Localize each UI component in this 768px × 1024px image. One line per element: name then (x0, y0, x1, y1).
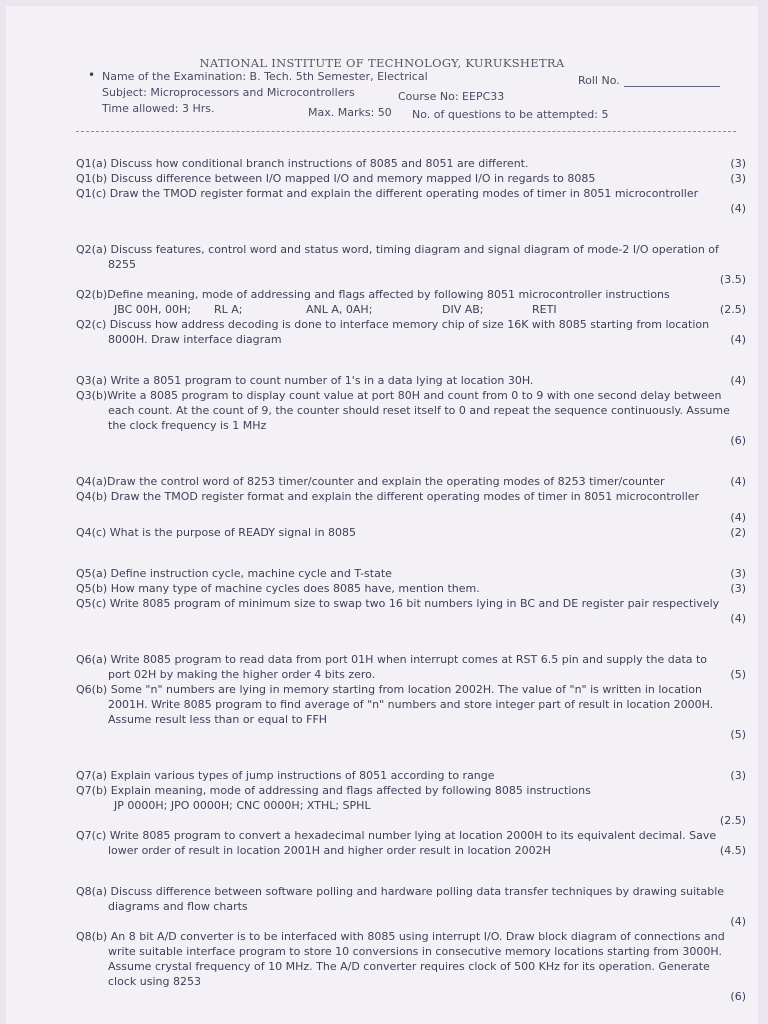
q2c-line1: Q2(c) Discuss how address decoding is done to interface memory chip of size 16K with 8085 starting from location (76, 318, 710, 331)
q1c-text: Q1(c) Draw the TMOD register format and explain the different operating modes of timer in 8051 microcontroller (76, 187, 699, 200)
q2a-line2: 8255 (108, 258, 136, 271)
q7b-instructions: JP 0000H; JPO 0000H; CNC 0000H; XTHL; SPHL (114, 799, 371, 812)
question-3 (76, 373, 746, 448)
q2c-marks: (4) (730, 333, 746, 346)
subject: Subject: Microprocessors and Microcontrollers (102, 86, 355, 99)
q8b-line4: clock using 8253 (108, 975, 201, 988)
exam-name: Name of the Examination: B. Tech. 5th Semester, Electrical (102, 70, 428, 83)
roll-no-label: Roll No. (578, 74, 620, 87)
q7b-marks: (2.5) (719, 814, 746, 827)
question-4 (76, 474, 746, 540)
q7a-text: Q7(a) Explain various types of jump instructions of 8051 according to range (76, 769, 495, 782)
q6a-line2: port 02H by making the higher order 4 bits zero. (108, 668, 376, 681)
q2b-text: Q2(b)Define meaning, mode of addressing and flags affected by following 8051 microcontroller instructions (76, 288, 670, 301)
q2b-instr-1: JBC 00H, 00H; (114, 303, 192, 316)
q2c-line2: 8000H. Draw interface diagram (108, 333, 282, 346)
q8a-line1: Q8(a) Discuss difference between software polling and hardware polling data transfer techniques by drawing suitable (76, 885, 725, 898)
max-marks: Max. Marks: 50 (308, 106, 392, 119)
q6b-line2: 2001H. Write 8085 program to find average of "n" numbers and store integer part of result in location 2000H. (108, 698, 714, 711)
q2b-instr-4: DIV AB; (442, 303, 484, 316)
q4b-text: Q4(b) Draw the TMOD register format and explain the different operating modes of timer in 8051 microcontroller (76, 490, 700, 503)
q4c-text: Q4(c) What is the purpose of READY signal in 8085 (76, 526, 357, 539)
time-allowed: Time allowed: 3 Hrs. (102, 102, 215, 115)
q8b-marks: (6) (730, 990, 746, 1003)
q5a-marks: (3) (730, 567, 746, 580)
q6b-line1: Q6(b) Some "n" numbers are lying in memory starting from location 2002H. The value of "n" is written in location (76, 683, 703, 696)
q1a-marks: (3) (730, 157, 746, 170)
exam-paper (6, 6, 758, 1024)
q5c-text: Q5(c) Write 8085 program of minimum size to swap two 16 bit numbers lying in BC and DE register pair respectively (76, 597, 720, 610)
q8a-marks: (4) (730, 915, 746, 928)
q8b-line2: write suitable interface program to store 10 conversions in consecutive memory locations starting from 3000H. (108, 945, 722, 958)
course-no: Course No: EEPC33 (398, 90, 505, 103)
q2a-marks: (3.5) (719, 273, 746, 286)
q2b-instr-5: RETI (532, 303, 557, 316)
q2a-line1: Q2(a) Discuss features, control word and status word, timing diagram and signal diagram of mode-2 I/O operation of (76, 243, 719, 256)
question-8 (76, 884, 746, 1004)
q3b-marks: (6) (730, 434, 746, 447)
q8b-line1: Q8(b) An 8 bit A/D converter is to be interfaced with 8085 using interrupt I/O. Draw block diagram of connections and (76, 930, 725, 943)
q2b-marks: (2.5) (719, 303, 746, 316)
q4b-marks: (4) (730, 511, 746, 524)
institute-name: NATIONAL INSTITUTE OF TECHNOLOGY, KURUKSHETRA (199, 56, 565, 70)
q5c-marks: (4) (730, 612, 746, 625)
q1a-text: Q1(a) Discuss how conditional branch instructions of 8085 and 8051 are different. (76, 157, 529, 170)
num-questions: No. of questions to be attempted: 5 (412, 108, 609, 121)
q5b-marks: (3) (730, 582, 746, 595)
q4c-marks: (2) (730, 526, 746, 539)
bullet-mark: • (88, 68, 96, 82)
q3b-line1: Q3(b)Write a 8085 program to display count value at port 80H and count from 0 to 9 with one second delay between (76, 389, 722, 402)
header-separator (76, 131, 736, 132)
q2b-instr-2: RL A; (214, 303, 243, 316)
question-1 (76, 156, 746, 216)
question-6 (76, 652, 746, 742)
q3a-marks: (4) (730, 374, 746, 387)
q7c-line1: Q7(c) Write 8085 program to convert a hexadecimal number lying at location 2000H to its equivalent decimal. Save (76, 829, 717, 842)
q6b-marks: (5) (730, 728, 746, 741)
q4a-marks: (4) (730, 475, 746, 488)
q8b-line3: Assume crystal frequency of 10 MHz. The A/D converter requires clock of 500 KHz for its operation. Generate (108, 960, 710, 973)
q1c-marks: (4) (730, 202, 746, 215)
q7c-marks: (4.5) (719, 844, 746, 857)
question-7 (76, 768, 746, 858)
q1b-marks: (3) (730, 172, 746, 185)
q7a-marks: (3) (730, 769, 746, 782)
q6b-line3: Assume result less than or equal to FFH (108, 713, 328, 726)
q2b-instr-3: ANL A, 0AH; (306, 303, 373, 316)
q3b-line2: each count. At the count of 9, the counter should reset itself to 0 and repeat the sequence continuously. Assume (108, 404, 730, 417)
q8a-line2: diagrams and flow charts (108, 900, 248, 913)
question-2 (76, 242, 746, 347)
q7c-line2: lower order of result in location 2001H and higher order result in location 2002H (108, 844, 551, 857)
q6a-line1: Q6(a) Write 8085 program to read data from port 01H when interrupt comes at RST 6.5 pin and supply the data to (76, 653, 708, 666)
roll-no-blank (624, 86, 720, 87)
q1b-text: Q1(b) Discuss difference between I/O mapped I/O and memory mapped I/O in regards to 8085 (76, 172, 596, 185)
q7b-text: Q7(b) Explain meaning, mode of addressing and flags affected by following 8085 instructions (76, 784, 591, 797)
questions (76, 156, 746, 1024)
q2b-instructions (76, 302, 702, 317)
q3b-line3: the clock frequency is 1 MHz (108, 419, 267, 432)
q5a-text: Q5(a) Define instruction cycle, machine cycle and T-state (76, 567, 392, 580)
q5b-text: Q5(b) How many type of machine cycles does 8085 have, mention them. (76, 582, 480, 595)
q6a-marks: (5) (730, 668, 746, 681)
question-5 (76, 566, 746, 626)
q4a-text: Q4(a)Draw the control word of 8253 timer/counter and explain the operating modes of 8253 timer/counter (76, 475, 665, 488)
q3a-text: Q3(a) Write a 8051 program to count number of 1's in a data lying at location 30H. (76, 374, 534, 387)
